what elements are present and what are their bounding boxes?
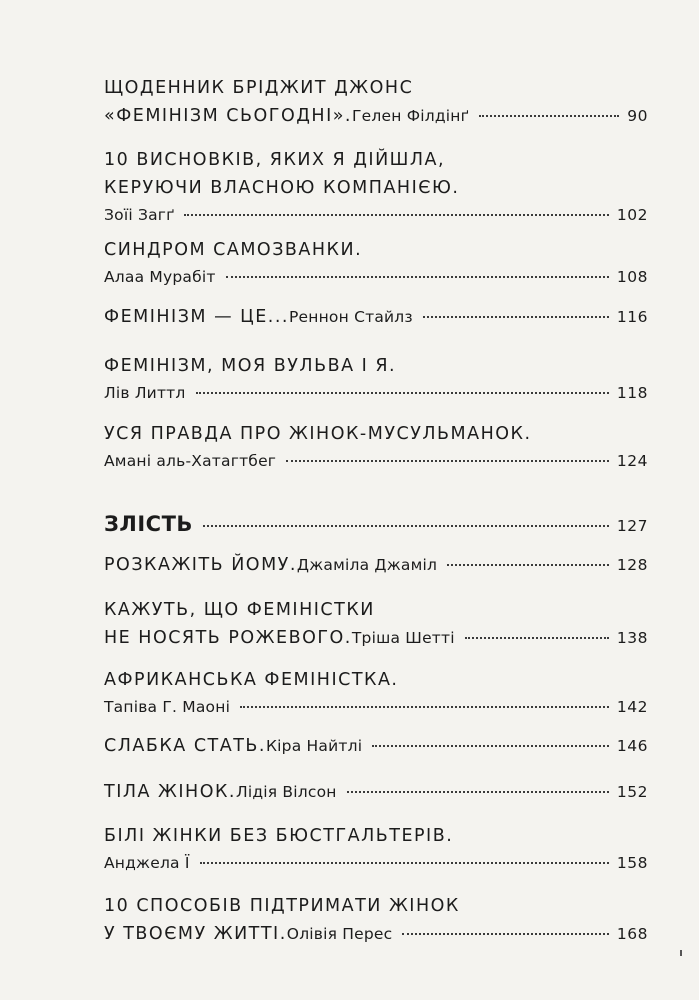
dot-leader xyxy=(286,460,609,462)
toc-page-number: 146 xyxy=(616,737,648,755)
toc-entry-title: КАЖУТЬ, ЩО ФЕМІНІСТКИ xyxy=(104,600,375,620)
dot-leader xyxy=(347,791,609,793)
toc-entry-title: СЛАБКА СТАТЬ. xyxy=(104,736,266,756)
toc-entry-title: 10 ВИСНОВКІВ, ЯКИХ Я ДІЙШЛА, xyxy=(104,150,446,170)
toc-entry-title: НЕ НОСЯТЬ РОЖЕВОГО. xyxy=(104,628,352,648)
toc-entry-last-line xyxy=(104,736,648,764)
dot-leader xyxy=(200,862,609,864)
dot-leader xyxy=(402,933,609,935)
toc-entry-last-line xyxy=(104,106,648,134)
toc-page-number: 168 xyxy=(616,925,648,943)
toc-page-number: 118 xyxy=(616,384,648,402)
section-title: ЗЛІСТЬ xyxy=(104,512,193,536)
toc-entry[interactable] xyxy=(104,670,648,726)
toc-entry-author: Реннон Стайлз xyxy=(288,308,413,326)
toc-entry[interactable] xyxy=(104,600,648,656)
toc-entry-title: КЕРУЮЧИ ВЛАСНОЮ КОМПАНІЄЮ. xyxy=(104,178,460,198)
toc-entry-last-line xyxy=(104,555,648,583)
dot-leader xyxy=(240,706,609,708)
dot-leader xyxy=(447,564,609,566)
section-heading[interactable] xyxy=(104,512,648,544)
toc-entry-title-line xyxy=(104,600,648,628)
toc-entry-title: ФЕМІНІЗМ — ЦЕ... xyxy=(104,307,289,327)
dot-leader xyxy=(423,316,609,318)
toc-entry-last-line xyxy=(104,854,648,882)
print-speck xyxy=(680,950,682,956)
toc-entry[interactable] xyxy=(104,555,648,583)
toc-entry-last-line xyxy=(104,206,648,234)
toc-page-number: 90 xyxy=(627,107,648,125)
toc-entry-title-line xyxy=(104,240,648,268)
toc-page-number: 152 xyxy=(616,783,648,801)
dot-leader xyxy=(184,214,608,216)
toc-entry-title: РОЗКАЖІТЬ ЙОМУ. xyxy=(104,555,297,575)
toc-page-number: 116 xyxy=(616,308,648,326)
toc-entry-last-line xyxy=(104,782,648,810)
toc-entry-title: У ТВОЄМУ ЖИТТІ. xyxy=(104,924,287,944)
toc-entry-last-line xyxy=(104,268,648,296)
toc-entry-title-line xyxy=(104,826,648,854)
toc-entry-title-line xyxy=(104,150,648,178)
toc-entry-author: Гелен Філдінґ xyxy=(352,107,469,125)
toc-entry-title-line xyxy=(104,178,648,206)
dot-leader xyxy=(203,525,609,527)
toc-entry[interactable] xyxy=(104,150,648,234)
dot-leader xyxy=(479,115,619,117)
toc-entry-title: ФЕМІНІЗМ, МОЯ ВУЛЬВА І Я. xyxy=(104,356,397,376)
toc-page-number: 128 xyxy=(616,556,648,574)
toc-entry-title: ТІЛА ЖІНОК. xyxy=(104,782,236,802)
toc-entry-author: Лів Литтл xyxy=(104,384,186,402)
section-heading-line xyxy=(104,512,648,544)
toc-entry-author: Кіра Найтлі xyxy=(265,737,363,755)
dot-leader xyxy=(465,637,609,639)
toc-entry[interactable] xyxy=(104,736,648,764)
toc-page-number: 138 xyxy=(616,629,648,647)
toc-entry-title-line xyxy=(104,424,648,452)
section-page-number: 127 xyxy=(616,517,648,535)
toc-entry-last-line xyxy=(104,628,648,656)
toc-page-number: 124 xyxy=(616,452,648,470)
toc-entry-title: 10 СПОСОБІВ ПІДТРИМАТИ ЖІНОК xyxy=(104,896,460,916)
toc-entry-author: Амані аль-Хатагтбег xyxy=(104,452,277,470)
dot-leader xyxy=(372,745,609,747)
toc-entry[interactable] xyxy=(104,424,648,480)
toc-entry-author: Анджела Ї xyxy=(104,854,190,872)
toc-entry[interactable] xyxy=(104,896,648,952)
dot-leader xyxy=(196,392,609,394)
toc-entry-title: ЩОДЕННИК БРІДЖИТ ДЖОНС xyxy=(104,78,414,98)
toc-entry-author: Алаа Мурабіт xyxy=(104,268,216,286)
toc-page-number: 108 xyxy=(616,268,648,286)
dot-leader xyxy=(226,276,609,278)
toc-entry-last-line xyxy=(104,452,648,480)
toc-entry-author: Тріша Шетті xyxy=(351,629,455,647)
toc-entry-author: Джаміла Джаміл xyxy=(296,556,438,574)
toc-entry[interactable] xyxy=(104,240,648,296)
toc-entry-last-line xyxy=(104,924,648,952)
toc-entry-author: Тапіва Г. Маоні xyxy=(104,698,231,716)
toc-entry-title: УСЯ ПРАВДА ПРО ЖІНОК-МУСУЛЬМАНОК. xyxy=(104,424,532,444)
toc-entry-last-line xyxy=(104,307,648,335)
toc-entry-last-line xyxy=(104,384,648,412)
toc-entry-title: АФРИКАНСЬКА ФЕМІНІСТКА. xyxy=(104,670,399,690)
toc-entry[interactable] xyxy=(104,78,648,134)
toc-entry-title: СИНДРОМ САМОЗВАНКИ. xyxy=(104,240,363,260)
toc-entry-title: «ФЕМІНІЗМ СЬОГОДНІ». xyxy=(104,106,352,126)
toc-page-number: 158 xyxy=(616,854,648,872)
toc-entry[interactable] xyxy=(104,826,648,882)
toc-entry-author: Зоїі Загґ xyxy=(104,206,175,224)
toc-entry[interactable] xyxy=(104,782,648,810)
toc-entry-title-line xyxy=(104,670,648,698)
toc-entry-title-line xyxy=(104,356,648,384)
toc-entry-author: Олівія Перес xyxy=(286,925,393,943)
toc-entry-title-line xyxy=(104,896,648,924)
toc-entry[interactable] xyxy=(104,356,648,412)
toc-entry-author: Лідія Вілсон xyxy=(235,783,337,801)
toc-entry-last-line xyxy=(104,698,648,726)
toc-page-number: 102 xyxy=(616,206,648,224)
toc-entry[interactable] xyxy=(104,307,648,335)
toc-page-number: 142 xyxy=(616,698,648,716)
toc-entry-title: БІЛІ ЖІНКИ БЕЗ БЮСТГАЛЬТЕРІВ. xyxy=(104,826,454,846)
toc-entry-title-line xyxy=(104,78,648,106)
